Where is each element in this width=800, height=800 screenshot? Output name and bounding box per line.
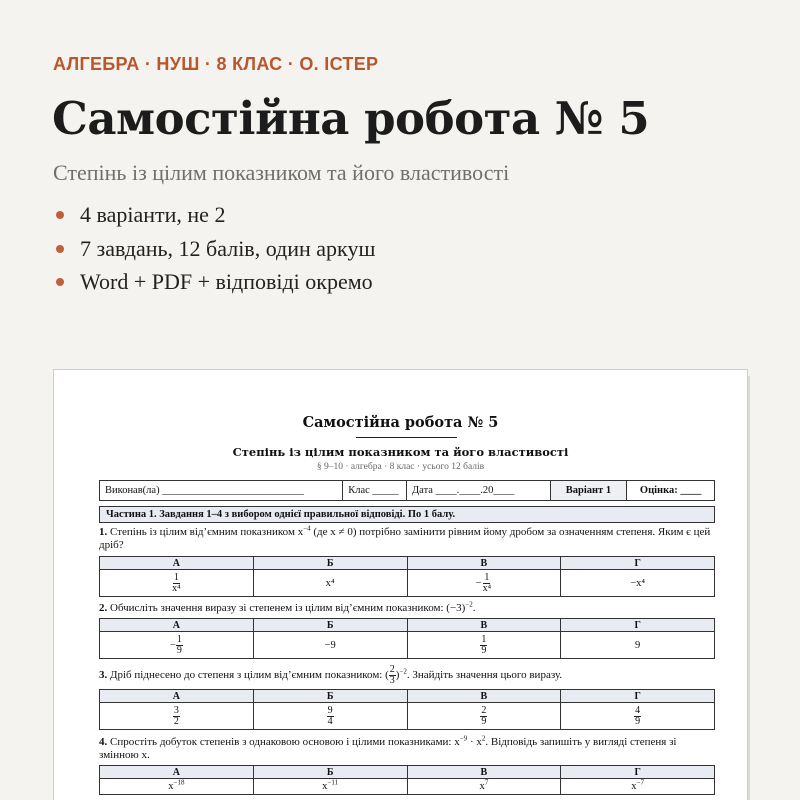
- bullet-dot-icon: [56, 278, 64, 286]
- worksheet-title: Самостійна робота № 5: [302, 414, 499, 431]
- feature-text: 7 завдань, 12 балів, один аркуш: [80, 235, 376, 261]
- feature-text: 4 варіанти, не 2: [80, 202, 226, 227]
- feature-text: Word + PDF + відповіді окремо: [80, 269, 373, 294]
- option-header: В: [407, 619, 561, 632]
- series-kicker: АЛГЕБРА · НУШ · 8 КЛАС · О. ІСТЕР: [53, 54, 379, 74]
- task-4: [99, 736, 715, 762]
- option-cell[interactable]: −9: [253, 632, 407, 659]
- task-text: . Знайдіть значення цього виразу.: [406, 669, 563, 682]
- task-text: Степінь із цілим від’ємним показником x: [110, 526, 304, 538]
- option-header: Г: [561, 557, 715, 570]
- feature-item: [53, 236, 375, 270]
- option-cell[interactable]: −x⁴: [561, 570, 715, 597]
- option-header: Б: [253, 557, 407, 570]
- task-text: .: [472, 602, 476, 614]
- option-cell[interactable]: $\frac{4}{9}$: [561, 703, 715, 730]
- option-cell[interactable]: $x^{-18}$: [100, 779, 254, 795]
- option-cell[interactable]: $\frac{1}{\text{x⁴}}$: [100, 570, 254, 597]
- option-header: В: [407, 557, 561, 570]
- option-header: Г: [561, 690, 715, 703]
- task-2-options: [99, 618, 715, 659]
- option-cell[interactable]: $x^7$: [407, 779, 561, 795]
- bullet-dot-icon: [56, 211, 64, 219]
- task-3-options: [99, 689, 715, 730]
- task-text: Обчисліть значення виразу зі степенем із цілим від’ємним показником: (−3): [110, 602, 466, 614]
- option-header: Б: [253, 619, 407, 632]
- option-header: А: [100, 557, 254, 570]
- task-text: · x: [467, 736, 482, 748]
- option-header: Г: [561, 619, 715, 632]
- task-number: 3.: [99, 669, 108, 682]
- feature-list: [53, 202, 375, 303]
- student-info-row: [99, 480, 715, 501]
- task-number: 4.: [99, 736, 108, 748]
- task-text: (де x ≠ 0) потрібно замінити рівним йому дробом за означенням степеня. Яким є цей дріб?: [99, 526, 711, 551]
- option-cell[interactable]: − $\frac{1}{\text{x⁴}}$: [407, 570, 561, 597]
- task-text: ): [395, 669, 400, 682]
- task-text: Спростіть добуток степенів з однаковою основою і цілими показниками: x: [110, 736, 460, 748]
- class-field[interactable]: Клас _____: [343, 481, 407, 500]
- task-text: Дріб піднесено до степеня з цілим від’ємним показником: (: [110, 669, 389, 682]
- date-field[interactable]: Дата ____.____.20____: [407, 481, 551, 500]
- option-header: А: [100, 690, 254, 703]
- exponent: −2: [465, 600, 473, 609]
- option-header: Б: [253, 766, 407, 779]
- option-header: Г: [561, 766, 715, 779]
- option-cell[interactable]: 9: [561, 632, 715, 659]
- exponent: −2: [399, 667, 407, 676]
- task-text: . Відповідь запишіть у вигляді степеня зі змінною x.: [99, 736, 677, 761]
- worksheet-meta: § 9–10 · алгебра · 8 клас · усього 12 балів: [316, 462, 485, 472]
- option-header: А: [100, 619, 254, 632]
- task-2: [99, 602, 715, 615]
- task-number: 1.: [99, 526, 108, 538]
- variant-label: Варіант 1: [551, 481, 628, 500]
- option-header: А: [100, 766, 254, 779]
- option-cell[interactable]: $\frac{3}{2}$: [100, 703, 254, 730]
- task-1: [99, 526, 715, 552]
- worksheet-preview: [53, 369, 748, 800]
- feature-item: [53, 202, 375, 236]
- task-number: 2.: [99, 602, 108, 614]
- option-cell[interactable]: $x^{-11}$: [253, 779, 407, 795]
- hero-subtitle: Степінь із цілим показником та його властивості: [53, 160, 510, 185]
- option-cell[interactable]: $\frac{9}{4}$: [253, 703, 407, 730]
- option-cell[interactable]: $\frac{1}{9}$: [407, 632, 561, 659]
- feature-item: [53, 269, 375, 303]
- score-field[interactable]: Оцінка: ____: [639, 485, 702, 496]
- title-underline: [356, 437, 457, 438]
- part1-header: Частина 1. Завдання 1–4 з вибором однієї правильної відповіді. По 1 балу.: [99, 506, 715, 523]
- option-header: Б: [253, 690, 407, 703]
- name-field[interactable]: Виконав(ла) ___________________________: [100, 481, 343, 500]
- option-cell[interactable]: − $\frac{1}{9}$: [100, 632, 254, 659]
- hero-title: Самостійна робота № 5: [52, 92, 650, 145]
- fraction-numerator: 2: [389, 664, 395, 675]
- exponent: 2: [481, 734, 486, 743]
- exponent: −9: [459, 734, 468, 743]
- bullet-dot-icon: [56, 245, 64, 253]
- worksheet-subtitle: Степінь із цілим показником та його властивості: [232, 445, 569, 459]
- task-4-options: [99, 765, 715, 795]
- task-1-options: [99, 556, 715, 597]
- option-header: В: [407, 766, 561, 779]
- option-header: В: [407, 690, 561, 703]
- option-cell[interactable]: x⁴: [253, 570, 407, 597]
- option-cell[interactable]: $\frac{2}{9}$: [407, 703, 561, 730]
- option-cell[interactable]: $x^{-7}$: [561, 779, 715, 795]
- task-3: [99, 665, 715, 686]
- fraction-denominator: 3: [389, 675, 395, 686]
- exponent: −4: [303, 524, 311, 533]
